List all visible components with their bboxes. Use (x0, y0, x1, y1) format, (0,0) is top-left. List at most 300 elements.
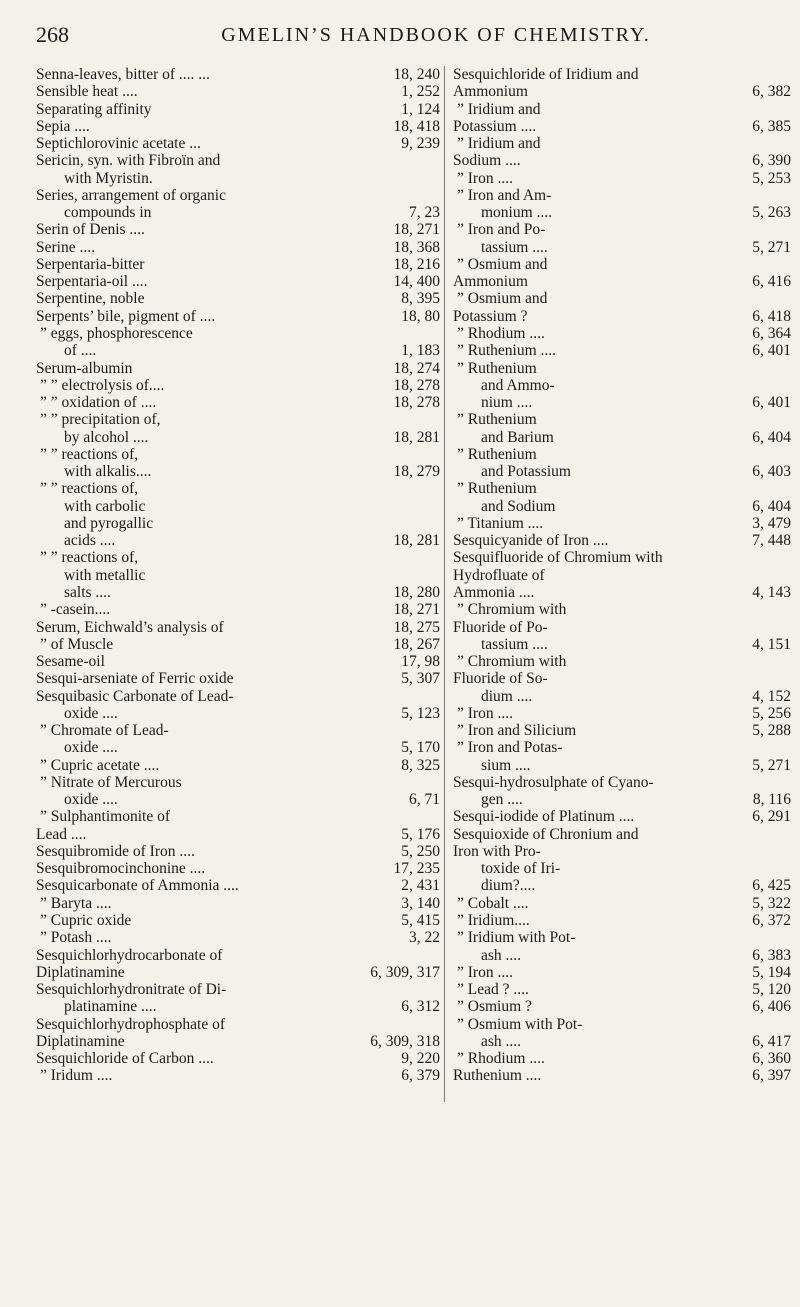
index-entry (453, 808, 791, 825)
index-entry (453, 636, 791, 653)
entry-reference: 18, 240 (393, 66, 440, 83)
index-entry (36, 688, 440, 705)
entry-reference: 18, 267 (393, 635, 440, 653)
entry-reference: 6, 379 (401, 1067, 440, 1085)
entry-text: platinamine .... (64, 998, 157, 1016)
entry-text: ” Iron and Potas- (457, 739, 563, 757)
index-entry (453, 204, 791, 221)
index-entry (453, 567, 791, 584)
entry-text: ” Ruthenium .... (457, 342, 557, 360)
entry-reference: 5, 123 (401, 704, 440, 722)
entry-text: ” Lead ? .... (457, 981, 529, 999)
entry-text: ” Titanium .... (457, 514, 544, 532)
index-entry (36, 895, 440, 912)
index-entry (36, 912, 440, 929)
index-entry (36, 342, 440, 359)
entry-reference: 18, 418 (393, 117, 440, 135)
entry-text: ” Ruthenium (457, 359, 537, 377)
index-entry (453, 429, 791, 446)
index-entry (453, 998, 791, 1015)
index-entry (36, 515, 440, 532)
entry-reference: 6, 425 (752, 877, 791, 895)
index-entry (36, 532, 440, 549)
entry-text: and pyrogallic (64, 514, 154, 532)
index-entry (453, 653, 791, 670)
page-number: 268 (36, 22, 69, 47)
entry-reference: 8, 325 (401, 756, 440, 774)
entry-reference: 18, 281 (393, 428, 440, 446)
index-entry (36, 152, 440, 169)
index-entry (36, 739, 440, 756)
entry-text: with alkalis.... (64, 463, 152, 481)
index-entry (36, 549, 440, 566)
entry-reference: 5, 263 (752, 204, 791, 222)
index-entry (36, 118, 440, 135)
index-entry (453, 860, 791, 877)
entry-text: with metallic (64, 566, 146, 584)
index-entry (453, 377, 791, 394)
entry-text: Sesquicarbonate of Ammonia .... (36, 877, 239, 895)
entry-text: and Sodium (481, 497, 556, 515)
entry-reference: 18, 278 (393, 376, 440, 394)
entry-reference: 6, 291 (752, 808, 791, 826)
entry-reference: 6, 401 (752, 394, 791, 412)
index-entry (36, 498, 440, 515)
entry-reference: 17, 98 (401, 653, 440, 671)
entry-text: Sesqui-iodide of Platinum .... (453, 808, 635, 826)
entry-reference: 18, 280 (393, 583, 440, 601)
index-entry (453, 66, 791, 83)
entry-text: Ruthenium .... (453, 1067, 542, 1085)
entry-text: and Ammo- (481, 376, 555, 394)
entry-reference: 18, 271 (393, 601, 440, 619)
entry-text: ” ” reactions of, (40, 480, 139, 498)
index-entry (36, 1016, 440, 1033)
entry-text: Senna-leaves, bitter of .... ... (36, 66, 210, 83)
index-entry (36, 860, 440, 877)
index-entry (36, 221, 440, 238)
index-entry (36, 567, 440, 584)
entry-text: tassium .... (481, 238, 548, 256)
entry-text: ” Iridium and (457, 100, 541, 118)
entry-text: salts .... (64, 583, 111, 601)
entry-reference: 6, 382 (752, 83, 791, 101)
entry-text: ” Iron and Po- (457, 221, 546, 239)
index-entry (453, 394, 791, 411)
index-entry (453, 619, 791, 636)
index-entry (453, 135, 791, 152)
entry-text: ” Nitrate of Mercurous (40, 773, 182, 791)
entry-reference: 6, 397 (752, 1067, 791, 1085)
index-entry (453, 1050, 791, 1067)
entry-text: Sesqui-hydrosulphate of Cyano- (453, 773, 654, 791)
index-entry (36, 66, 440, 83)
index-entry (453, 463, 791, 480)
index-entry (453, 549, 791, 566)
entry-text: Sesquifluoride of Chromium with (453, 549, 663, 567)
entry-text: ” Chromium with (457, 601, 567, 619)
index-entry (36, 653, 440, 670)
index-entry (453, 1033, 791, 1050)
entry-reference: 6, 404 (752, 428, 791, 446)
index-entry (36, 135, 440, 152)
entry-text: ” Osmium and (457, 290, 548, 308)
entry-text: ” eggs, phosphorescence (40, 324, 193, 342)
entry-reference: 6, 404 (752, 497, 791, 515)
index-entry (453, 152, 791, 169)
index-entry (453, 187, 791, 204)
entry-reference: 18, 216 (393, 255, 440, 273)
entry-text: Diplatinamine (36, 1032, 125, 1050)
index-entry (453, 101, 791, 118)
index-entry (36, 1033, 440, 1050)
index-entry (36, 964, 440, 981)
index-entry (453, 446, 791, 463)
index-entry (36, 411, 440, 428)
index-entry (36, 981, 440, 998)
index-entry (453, 722, 791, 739)
entry-text: Diplatinamine (36, 963, 125, 981)
index-entry (36, 601, 440, 618)
entry-text: Serpents’ bile, pigment of .... (36, 307, 216, 325)
entry-text: Iron with Pro- (453, 842, 541, 860)
entry-text: ” Iron and Am- (457, 186, 552, 204)
entry-text: with carbolic (64, 497, 146, 515)
entry-text: ” Iridium with Pot- (457, 929, 576, 947)
entry-text: Sericin, syn. with Fibroïn and (36, 152, 221, 170)
entry-text: Fluoride of So- (453, 670, 548, 688)
entry-text: ” Rhodium .... (457, 324, 545, 342)
entry-text: Fluoride of Po- (453, 618, 548, 636)
entry-text: ” Baryta .... (40, 894, 112, 912)
entry-reference: 5, 307 (401, 670, 440, 688)
entry-reference: 18, 274 (393, 359, 440, 377)
entry-text: dium .... (481, 687, 533, 705)
entry-reference: 1, 252 (401, 83, 440, 101)
entry-text: Separating affinity (36, 100, 152, 118)
index-entry (36, 360, 440, 377)
entry-text: ” of Muscle (40, 635, 114, 653)
index-entry (453, 256, 791, 273)
index-entry (453, 757, 791, 774)
index-entry (36, 808, 440, 825)
index-entry (453, 221, 791, 238)
index-entry (36, 670, 440, 687)
entry-text: Potassium .... (453, 117, 537, 135)
entry-text: ” Osmium and (457, 255, 548, 273)
entry-reference: 5, 415 (401, 912, 440, 930)
entry-text: ash .... (481, 946, 522, 964)
entry-text: Sensible heat .... (36, 83, 138, 101)
index-entry (453, 895, 791, 912)
running-head: GMELIN’S HANDBOOK OF CHEMISTRY. (221, 24, 651, 46)
entry-reference: 14, 400 (393, 273, 440, 291)
index-entry (453, 273, 791, 290)
index-entry (453, 601, 791, 618)
index-entry (453, 584, 791, 601)
entry-text: Ammonium (453, 83, 528, 101)
entry-reference: 6, 406 (752, 998, 791, 1016)
index-column-right (444, 66, 791, 1102)
entry-text: Sesquicyanide of Iron .... (453, 532, 609, 550)
index-entry (36, 998, 440, 1015)
index-entry (453, 1016, 791, 1033)
index-entry (453, 118, 791, 135)
index-entry (453, 290, 791, 307)
index-entry (36, 101, 440, 118)
entry-text: Sepia .... (36, 117, 90, 135)
index-entry (36, 308, 440, 325)
index-entry (36, 1067, 440, 1084)
entry-text: of .... (64, 342, 97, 360)
entry-text: ” Osmium with Pot- (457, 1015, 583, 1033)
index-entry (36, 480, 440, 497)
index-entry (453, 981, 791, 998)
index-column-left (36, 66, 440, 1085)
entry-reference: 18, 271 (393, 221, 440, 239)
index-entry (36, 204, 440, 221)
entry-reference: 6, 71 (409, 791, 440, 809)
index-entry (36, 256, 440, 273)
index-entry (36, 273, 440, 290)
entry-text: ” Iridum .... (40, 1067, 113, 1085)
entry-text: ” Ruthenium (457, 480, 537, 498)
entry-reference: 5, 288 (752, 722, 791, 740)
entry-text: ” Chromium with (457, 653, 567, 671)
entry-reference: 6, 417 (752, 1032, 791, 1050)
entry-reference: 18, 279 (393, 463, 440, 481)
entry-reference: 3, 479 (752, 514, 791, 532)
entry-reference: 18, 278 (393, 394, 440, 412)
index-entry (36, 636, 440, 653)
entry-text: ” Ruthenium (457, 445, 537, 463)
entry-text: Lead .... (36, 825, 87, 843)
entry-text: Sesquioxide of Chronium and (453, 825, 639, 843)
entry-text: ” Iron .... (457, 169, 513, 187)
entry-text: dium?.... (481, 877, 536, 895)
entry-reference: 6, 383 (752, 946, 791, 964)
index-entry (36, 843, 440, 860)
index-entry (453, 843, 791, 860)
entry-text: Sesquichlorhydronitrate of Di- (36, 981, 227, 999)
entry-reference: 17, 235 (393, 860, 440, 878)
entry-text: oxide .... (64, 791, 118, 809)
entry-text: and Potassium (481, 463, 571, 481)
index-entry (453, 360, 791, 377)
entry-reference: 6, 385 (752, 117, 791, 135)
index-entry (36, 377, 440, 394)
entry-text: compounds in (64, 204, 152, 222)
entry-text: Potassium ? (453, 307, 528, 325)
entry-text: Series, arrangement of organic (36, 186, 226, 204)
entry-text: ” Potash .... (40, 929, 112, 947)
entry-text: gen .... (481, 791, 523, 809)
entry-reference: 5, 271 (752, 238, 791, 256)
entry-reference: 6, 312 (401, 998, 440, 1016)
index-entry (36, 290, 440, 307)
entry-text: nium .... (481, 394, 533, 412)
entry-text: and Barium (481, 428, 554, 446)
index-entry (36, 170, 440, 187)
page-header (36, 22, 776, 52)
entry-reference: 6, 401 (752, 342, 791, 360)
entry-text: ” Rhodium .... (457, 1050, 545, 1068)
entry-text: ” Cobalt .... (457, 894, 529, 912)
entry-text: by alcohol .... (64, 428, 149, 446)
index-entry (36, 929, 440, 946)
entry-reference: 5, 322 (752, 894, 791, 912)
entry-text: oxide .... (64, 704, 118, 722)
entry-text: ” Cupric acetate .... (40, 756, 160, 774)
entry-text: oxide .... (64, 739, 118, 757)
entry-reference: 5, 256 (752, 704, 791, 722)
entry-reference: 6, 390 (752, 152, 791, 170)
index-entry (453, 308, 791, 325)
entry-reference: 18, 80 (401, 307, 440, 325)
index-entry (36, 947, 440, 964)
entry-reference: 6, 403 (752, 463, 791, 481)
entry-reference: 5, 170 (401, 739, 440, 757)
entry-reference: 5, 194 (752, 963, 791, 981)
index-entry (453, 1067, 791, 1084)
index-entry (36, 429, 440, 446)
entry-text: Sesquichloride of Carbon .... (36, 1050, 214, 1068)
entry-text: Serum, Eichwald’s analysis of (36, 618, 224, 636)
entry-reference: 6, 416 (752, 273, 791, 291)
entry-text: ” ” precipitation of, (40, 411, 161, 429)
entry-reference: 9, 239 (401, 135, 440, 153)
index-entry (453, 826, 791, 843)
entry-reference: 1, 124 (401, 100, 440, 118)
entry-text: Ammonia .... (453, 583, 535, 601)
entry-reference: 6, 309, 318 (370, 1032, 440, 1050)
entry-text: ” Chromate of Lead- (40, 722, 169, 740)
index-entry (36, 187, 440, 204)
entry-reference: 3, 140 (401, 894, 440, 912)
entry-text: Sesame-oil (36, 653, 105, 671)
entry-text: monium .... (481, 204, 553, 222)
entry-text: ” Osmium ? (457, 998, 532, 1016)
entry-reference: 6, 360 (752, 1050, 791, 1068)
entry-reference: 6, 364 (752, 324, 791, 342)
entry-reference: 8, 116 (752, 791, 791, 809)
index-entry (453, 688, 791, 705)
entry-text: tassium .... (481, 635, 548, 653)
entry-reference: 18, 275 (393, 618, 440, 636)
entry-text: Serum-albumin (36, 359, 133, 377)
index-entry (453, 929, 791, 946)
index-entry (453, 705, 791, 722)
index-entry (453, 342, 791, 359)
index-entry (36, 877, 440, 894)
entry-text: sium .... (481, 756, 531, 774)
index-entry (453, 912, 791, 929)
entry-text: ” Iron .... (457, 963, 513, 981)
entry-text: Sodium .... (453, 152, 521, 170)
entry-text: ash .... (481, 1032, 522, 1050)
entry-text: Serin of Denis .... (36, 221, 145, 239)
entry-reference: 2, 431 (401, 877, 440, 895)
index-entry (453, 325, 791, 342)
entry-reference: 5, 271 (752, 756, 791, 774)
entry-text: ” -casein.... (40, 601, 111, 619)
index-entry (453, 774, 791, 791)
entry-reference: 3, 22 (409, 929, 440, 947)
index-entry (453, 670, 791, 687)
index-entry (36, 619, 440, 636)
entry-text: ” Sulphantimonite of (40, 808, 171, 826)
entry-reference: 6, 372 (752, 912, 791, 930)
index-entry (453, 83, 791, 100)
entry-text: Sesqui-arseniate of Ferric oxide (36, 670, 234, 688)
index-entry (453, 411, 791, 428)
index-entry (453, 498, 791, 515)
entry-text: Sesquichloride of Iridium and (453, 66, 639, 83)
index-entry (453, 791, 791, 808)
entry-reference: 5, 253 (752, 169, 791, 187)
entry-text: ” Iron .... (457, 704, 513, 722)
entry-reference: 9, 220 (401, 1050, 440, 1068)
entry-reference: 7, 23 (409, 204, 440, 222)
index-entry (453, 532, 791, 549)
index-entry (453, 480, 791, 497)
index-entry (36, 83, 440, 100)
entry-text: Serpentaria-bitter (36, 255, 145, 273)
entry-reference: 8, 395 (401, 290, 440, 308)
index-entry (36, 463, 440, 480)
index-entry (453, 964, 791, 981)
index-entry (36, 722, 440, 739)
entry-text: Serpentaria-oil .... (36, 273, 148, 291)
entry-text: ” Iron and Silicium (457, 722, 577, 740)
index-entry (36, 584, 440, 601)
entry-text: ” ” oxidation of .... (40, 394, 157, 412)
entry-reference: 18, 368 (393, 238, 440, 256)
entry-text: Sesquibromocinchonine .... (36, 860, 206, 878)
index-entry (36, 325, 440, 342)
index-entry (36, 1050, 440, 1067)
entry-reference: 6, 309, 317 (370, 963, 440, 981)
entry-text: ” Ruthenium (457, 411, 537, 429)
entry-text: Hydrofluate of (453, 566, 545, 584)
entry-text: Sesquichlorhydrocarbonate of (36, 946, 223, 964)
index-entry (36, 446, 440, 463)
index-entry (453, 170, 791, 187)
entry-text: ” ” reactions of, (40, 549, 139, 567)
entry-text: ” Cupric oxide (40, 912, 132, 930)
entry-reference: 4, 143 (752, 583, 791, 601)
entry-text: Sesquibromide of Iron .... (36, 842, 195, 860)
entry-text: Serpentine, noble (36, 290, 145, 308)
index-entry (36, 394, 440, 411)
entry-reference: 18, 281 (393, 532, 440, 550)
entry-reference: 5, 176 (401, 825, 440, 843)
index-entry (453, 515, 791, 532)
entry-text: ” ” reactions of, (40, 445, 139, 463)
entry-reference: 5, 120 (752, 981, 791, 999)
entry-reference: 7, 448 (752, 532, 791, 550)
entry-reference: 4, 151 (752, 635, 791, 653)
entry-text: Ammonium (453, 273, 528, 291)
index-entry (36, 826, 440, 843)
entry-reference: 1, 183 (401, 342, 440, 360)
entry-text: ” ” electrolysis of.... (40, 376, 165, 394)
index-entry (453, 877, 791, 894)
entry-text: Septichlorovinic acetate ... (36, 135, 201, 153)
entry-text: Serine .... (36, 238, 95, 256)
entry-text: ” Iridium.... (457, 912, 530, 930)
index-entry (36, 774, 440, 791)
